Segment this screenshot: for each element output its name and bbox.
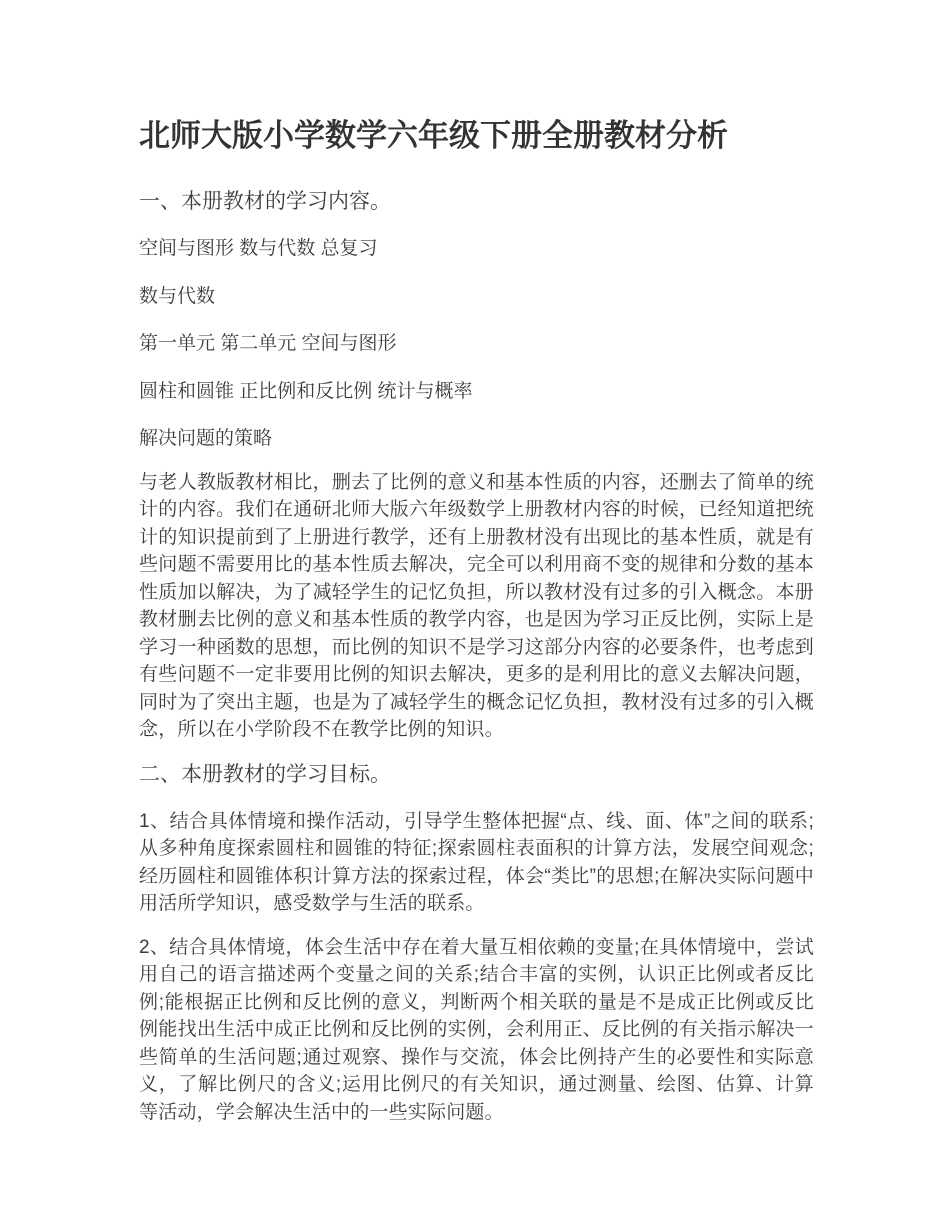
document-title: 北师大版小学数学六年级下册全册教材分析 — [139, 118, 728, 153]
goal-paragraph-1: 1、结合具体情境和操作活动，引导学生整体把握“点、线、面、体”之间的联系;从多种角度探索圆柱和圆锥的特征;探索圆柱表面积的计算方法，发展空间观念;经历圆柱和圆锥体积计算方法的探索过程，体会“类比”的思想;在解决实际问题中用活所学知识，感受数学与生活的联系。 — [139, 810, 814, 914]
section-2-heading: 二、本册教材的学习目标。 — [139, 762, 391, 786]
section-1-heading: 一、本册教材的学习内容。 — [139, 190, 391, 213]
goal-paragraph-2: 2、结合具体情境，体会生活中存在着大量互相依赖的变量;在具体情境中，尝试用自己的语言描述两个变量之间的关系;结合丰富的实例，认识正比例或者反比例;能根据正比例和反比例的意义，判断两个相关联的量是不是成正比例或反比例能找出生活中成正比例和反比例的实例，会利用正、反比例的有关指示解决一些简单的生活问题;通过观察、操作与交流，体会比例持产生的必要性和实际意义，了解比例尺的含义;运用比例尺的有关知识，通过测量、绘图、估算、计算等活动，学会解决生活中的一些实际问题。 — [139, 936, 814, 1123]
content-list-line-1: 空间与图形 数与代数 总复习 — [139, 238, 378, 259]
content-list-line-2: 数与代数 — [139, 285, 216, 307]
content-list-line-3: 第一单元 第二单元 空间与图形 — [139, 333, 397, 354]
content-list-line-5: 解决问题的策略 — [139, 428, 273, 449]
section-1-paragraph: 与老人教版教材相比，删去了比例的意义和基本性质的内容，还删去了简单的统计的内容。我们在通研北师大版六年级数学上册教材内容的时候，已经知道把统计的知识提前到了上册进行教学，还有上册教材没有出现比的基本性质，就是有些问题不需要用比的基本性质去解决，完全可以利用商不变的规律和分数的基本性质加以解决，为了减轻学生的记忆负担，所以教材没有过多的引入概念。本册教材删去比例的意义和基本性质的教学内容，也是因为学习正反比例，实际上是学习一种函数的思想，而比例的知识不是学习这部分内容的必要条件，也考虑到有些问题不一定非要用比例的知识去解决，更多的是利用比的意义去解决问题，同时为了突出主题，也是为了减轻学生的概念记忆负担，教材没有过多的引入概念，所以在小学阶段不在教学比例的知识。 — [139, 471, 814, 740]
content-list-line-4: 圆柱和圆锥 正比例和反比例 统计与概率 — [139, 380, 473, 402]
